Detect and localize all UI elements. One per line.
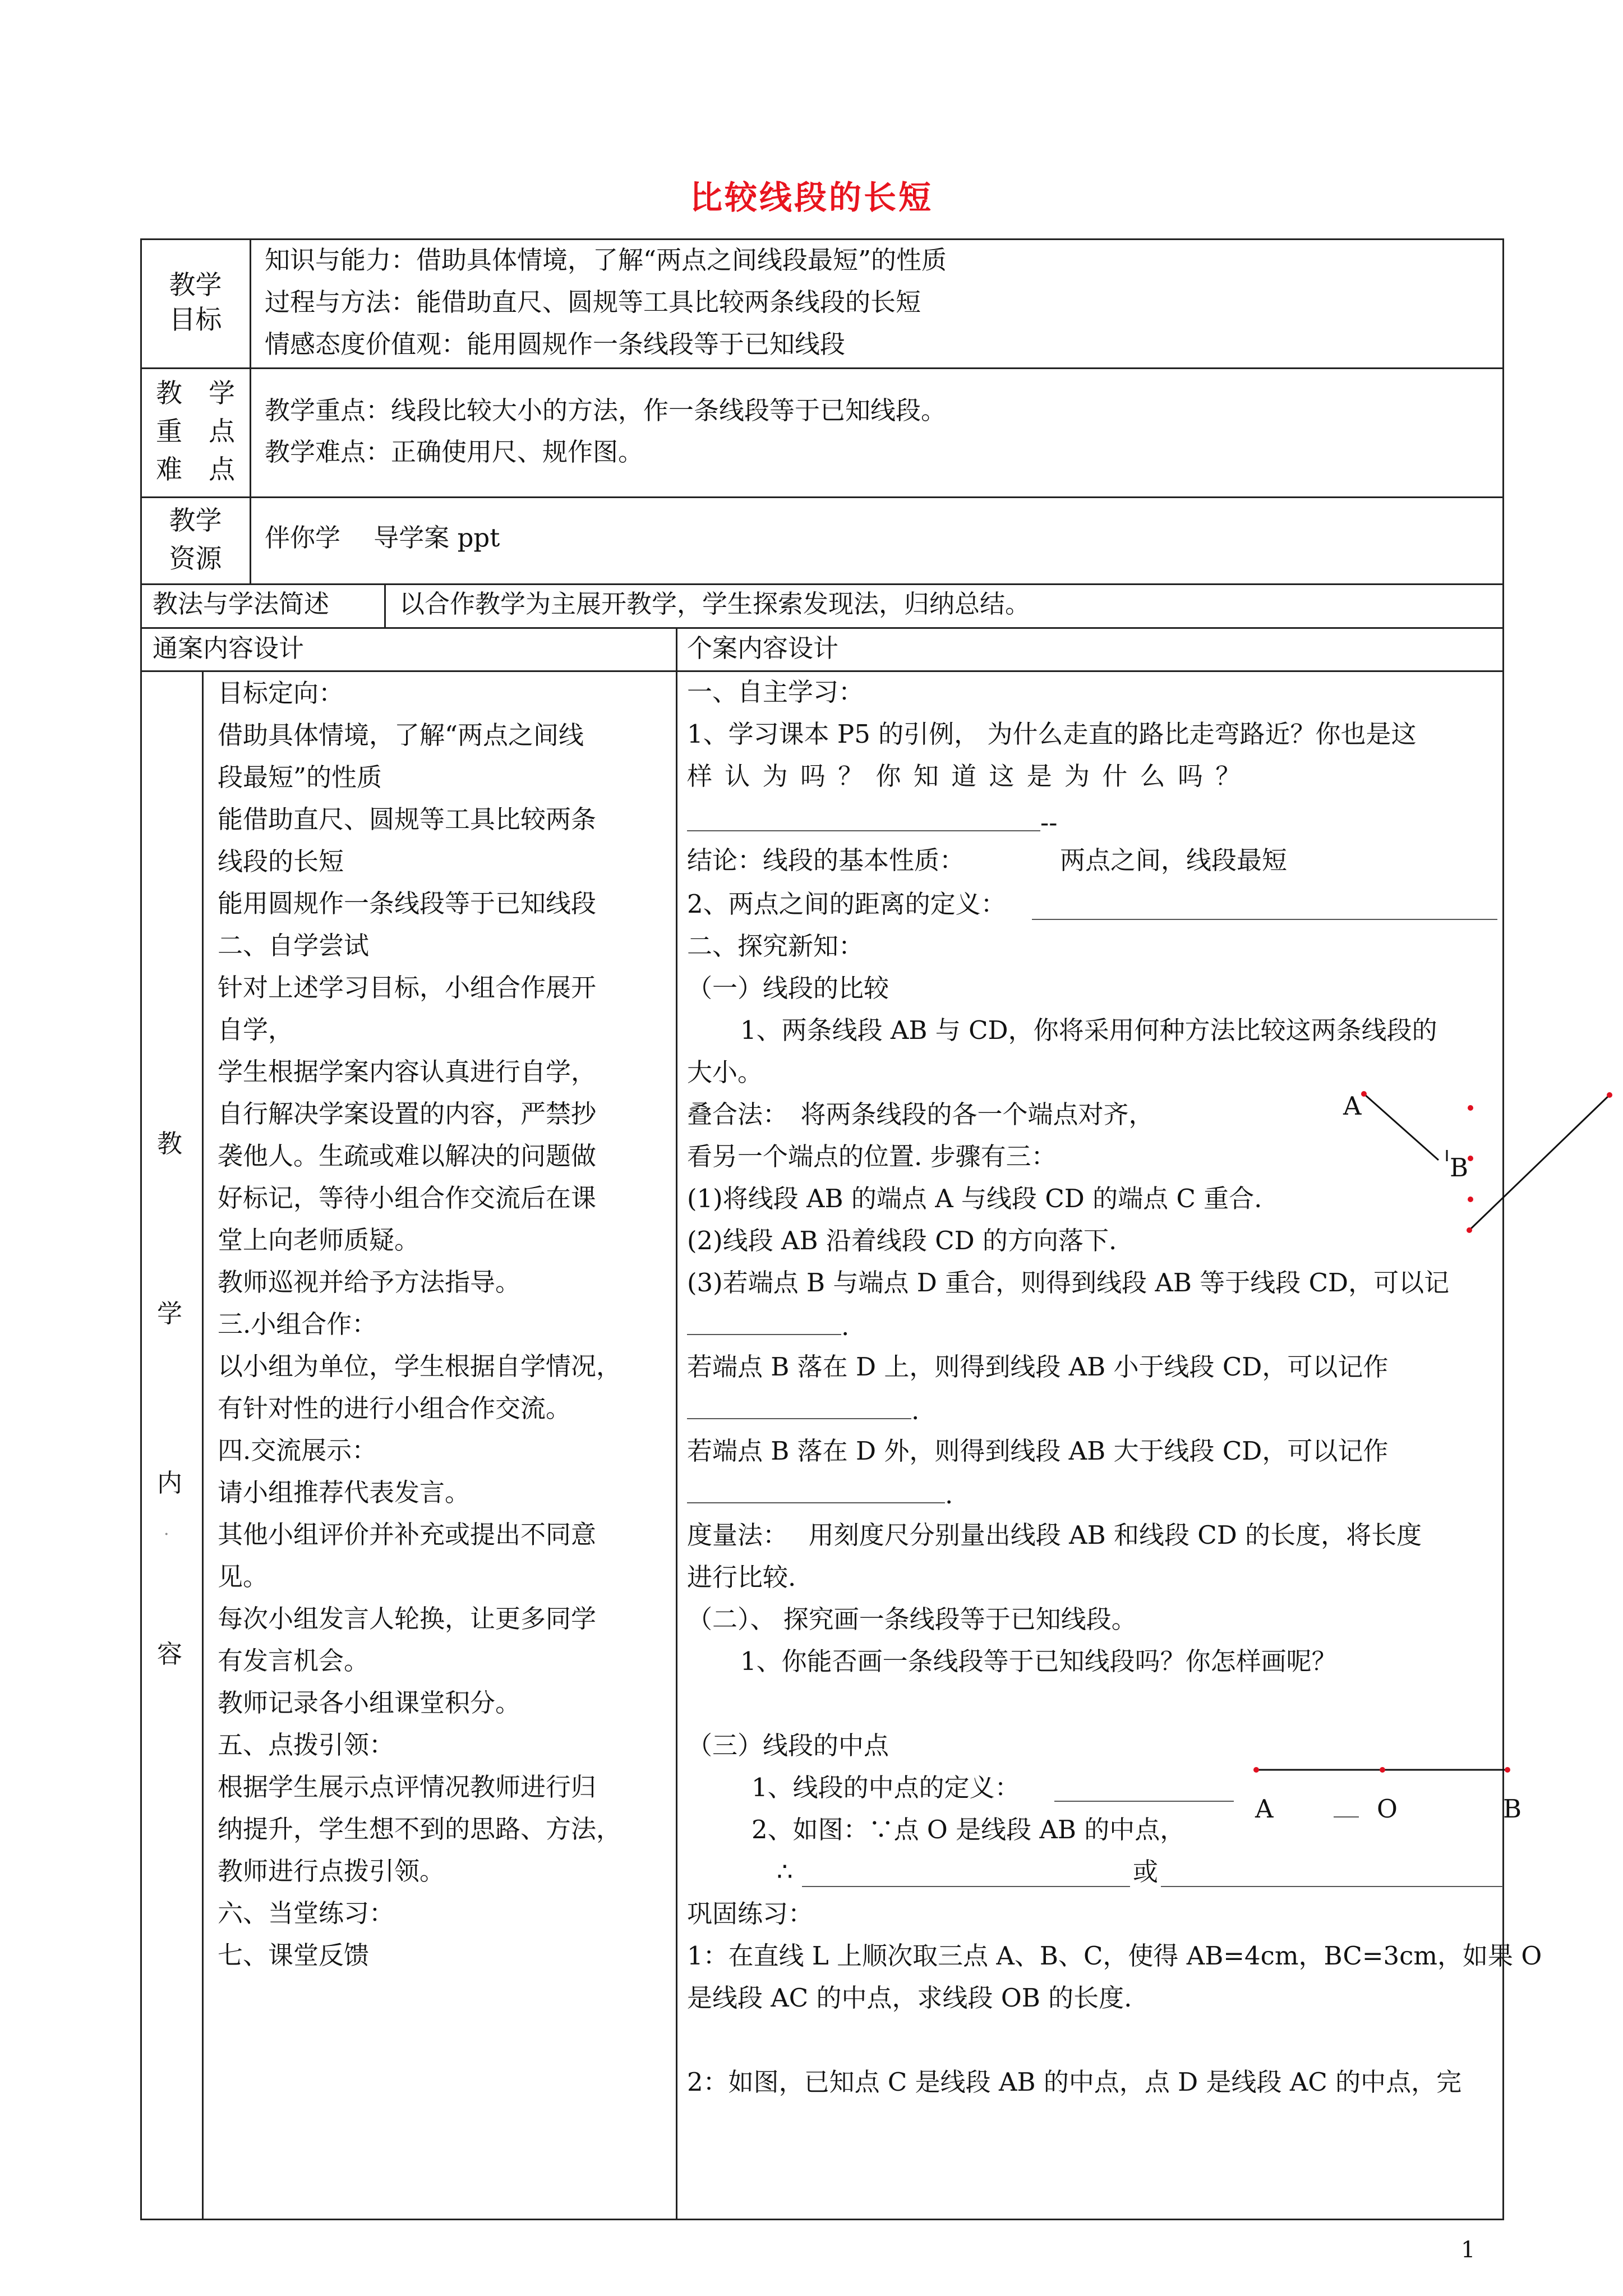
objectives-label: 教学目标 <box>169 270 222 335</box>
point-d <box>1607 1092 1612 1098</box>
methods-text: 以合作教学为主展开教学，学生探索发现法，归纳总结。 <box>399 589 1031 619</box>
text-line: 1、线段的中点的定义： <box>751 1773 1020 1802</box>
left-content-line: 请小组推荐代表发言。 <box>218 1478 471 1507</box>
point-a <box>1361 1091 1367 1097</box>
answer-blank: . <box>687 1396 919 1424</box>
left-content-line: 线段的长短 <box>218 846 344 876</box>
step-line: (3)若端点 B 与端点 D 重合，则得到线段 AB 等于线段 CD，可以记 <box>687 1268 1450 1297</box>
left-content-line: 自学， <box>218 1015 294 1045</box>
point <box>1468 1156 1473 1161</box>
text-line: 度量法： 用刻度尺分别量出线段 AB 和线段 CD 的长度，将长度 <box>687 1520 1422 1550</box>
subsection-heading: （二）、 探究画一条线段等于已知线段。 <box>687 1604 1137 1634</box>
therefore-symbol: ∴ <box>777 1857 793 1887</box>
left-content-line: 教师记录各小组课堂积分。 <box>218 1688 521 1718</box>
figure-label-o: O <box>1377 1794 1398 1824</box>
text-line: 看另一个端点的位置. 步骤有三： <box>687 1142 1057 1171</box>
left-content-line: 根据学生展示点评情况教师进行归 <box>218 1772 597 1802</box>
methods-label: 教法与学法简述 <box>153 589 330 619</box>
left-column-header: 通案内容设计 <box>153 633 305 663</box>
conclusion-label: 结论：线段的基本性质： <box>687 845 965 875</box>
figure-label-a: A <box>1255 1794 1274 1824</box>
left-content-line: 六、当堂练习： <box>218 1898 395 1928</box>
left-content-line: 二、自学尝试 <box>218 931 370 960</box>
answer-blank <box>1032 896 1497 920</box>
conclusion-text: 两点之间，线段最短 <box>1060 845 1288 875</box>
exercise-line: 2：如图，已知点 C 是线段 AB 的中点，点 D 是线段 AC 的中点，完 <box>687 2067 1462 2097</box>
question-line: 1、学习课本 P5 的引例， 为什么走直的路比走弯路近？你也是这 <box>687 719 1417 749</box>
left-content-line: 能借助直尺、圆规等工具比较两条 <box>218 804 597 834</box>
left-content-line: 袭他人。生疏或难以解决的问题做 <box>218 1141 597 1171</box>
text-line: 1、你能否画一条线段等于已知线段吗？你怎样画呢？ <box>740 1646 1337 1676</box>
answer-blank: . <box>687 1312 849 1340</box>
left-content-line: 见。 <box>218 1562 269 1591</box>
left-content-line: 每次小组发言人轮换，让更多同学 <box>218 1604 597 1634</box>
content-label-char: 学 <box>157 1299 183 1328</box>
point-c <box>1467 1227 1472 1233</box>
text-line: 大小。 <box>687 1057 763 1087</box>
left-content-line: 有针对性的进行小组合作交流。 <box>218 1393 571 1423</box>
page-title: 比较线段的长短 <box>689 178 933 217</box>
text-line: 进行比较. <box>687 1562 796 1592</box>
figure-label-b: B <box>1503 1794 1522 1824</box>
figure-label-a: A <box>1343 1091 1362 1121</box>
left-content-line: 学生根据学案内容认真进行自学， <box>218 1057 597 1087</box>
point <box>1468 1197 1473 1202</box>
left-content-line: 目标定向： <box>218 678 344 708</box>
subsection-heading: （三）线段的中点 <box>687 1731 889 1760</box>
segment-ab <box>1364 1094 1438 1160</box>
left-content-line: 好标记，等待小组合作交流后在课 <box>218 1183 597 1213</box>
resources-text: 伴你学 导学案 ppt <box>265 523 500 553</box>
point-b <box>1505 1767 1510 1773</box>
subsection-heading: 巩固练习： <box>687 1899 814 1929</box>
left-content-line: 纳提升，学生想不到的思路、方法， <box>218 1814 622 1844</box>
text-line: 叠合法： 将两条线段的各一个端点对齐， <box>687 1099 1154 1129</box>
or-text: 或 <box>1133 1857 1159 1887</box>
key-point-line: 教学重点：线段比较大小的方法，作一条线段等于已知线段。 <box>265 395 947 425</box>
left-content-line: 三.小组合作： <box>218 1309 377 1339</box>
section-heading: 二、探究新知： <box>687 931 864 961</box>
left-content-line: 其他小组评价并补充或提出不同意 <box>218 1520 597 1549</box>
point <box>1468 1105 1473 1111</box>
objective-line: 过程与方法：能借助直尺、圆规等工具比较两条线段的长短 <box>265 287 921 317</box>
key-points-label: 教 学 重 点 难 点 <box>156 378 235 485</box>
left-content-line: 五、点拨引领： <box>218 1730 395 1760</box>
midpoint-figure <box>1251 1761 1520 1778</box>
left-content-line: 教师巡视并给予方法指导。 <box>218 1267 521 1297</box>
exercise-line: 1：在直线 L 上顺次取三点 A、B、C，使得 AB=4cm，BC=3cm，如果 O <box>687 1941 1542 1971</box>
right-column-header: 个案内容设计 <box>687 633 839 663</box>
left-content-line: 针对上述学习目标，小组合作展开 <box>218 973 597 1002</box>
answer-blank <box>1161 1864 1503 1887</box>
resources-label: 教学资源 <box>169 505 222 574</box>
left-content-line: 有发言机会。 <box>218 1646 370 1676</box>
text-line: 2、如图：∵点 O 是线段 AB 的中点， <box>751 1815 1186 1844</box>
point-o <box>1380 1767 1385 1773</box>
text-line: 1、两条线段 AB 与 CD，你将采用何种方法比较这两条线段的 <box>740 1015 1437 1045</box>
left-content-line: 教师进行点拨引领。 <box>218 1856 445 1886</box>
answer-blank <box>1054 1778 1234 1802</box>
objective-line: 情感态度价值观：能用圆规作一条线段等于已知线段 <box>265 329 846 359</box>
left-content-line: 段最短”的性质 <box>218 762 382 792</box>
point-a <box>1253 1767 1259 1773</box>
step-line: 若端点 B 落在 D 上，则得到线段 AB 小于线段 CD，可以记作 <box>687 1352 1389 1382</box>
difficulty-line: 教学难点：正确使用尺、规作图。 <box>265 437 644 467</box>
left-content-line: 以小组为单位，学生根据自学情况， <box>218 1351 622 1381</box>
left-content-line: 能用圆规作一条线段等于已知线段 <box>218 889 597 918</box>
question-line: 样 认 为 吗 ？ 你 知 道 这 是 为 什 么 吗 ？ <box>687 761 1241 791</box>
answer-blank <box>802 1864 1130 1887</box>
figure-label-b: B <box>1450 1153 1469 1182</box>
segment-cd <box>1469 1095 1610 1230</box>
content-label-char: 教 <box>157 1129 183 1158</box>
answer-blank: . <box>687 1480 953 1508</box>
subsection-heading: （一）线段的比较 <box>687 973 889 1003</box>
content-label-char: 内 <box>157 1468 183 1498</box>
exercise-line: 是线段 AC 的中点，求线段 OB 的长度. <box>687 1983 1132 2013</box>
section-heading: 一、自主学习： <box>687 677 864 707</box>
distance-question: 2、两点之间的距离的定义： <box>687 889 1006 919</box>
left-content-line: 自行解决学案设置的内容，严禁抄 <box>218 1099 597 1129</box>
left-content-line: 七、课堂反馈 <box>218 1940 370 1970</box>
step-line: (2)线段 AB 沿着线段 CD 的方向落下. <box>687 1226 1117 1255</box>
segment-comparison-figure <box>1335 1066 1623 1257</box>
left-content-line: 堂上向老师质疑。 <box>218 1225 420 1255</box>
answer-blank: -- <box>687 808 1057 836</box>
step-line: 若端点 B 落在 D 外，则得到线段 AB 大于线段 CD，可以记作 <box>687 1436 1389 1466</box>
objective-line: 知识与能力：借助具体情境，了解“两点之间线段最短”的性质 <box>265 245 947 275</box>
page-number: 1 <box>1461 2237 1476 2263</box>
left-content-line: 四.交流展示： <box>218 1435 377 1465</box>
left-content-line: 借助具体情境，了解“两点之间线 <box>218 720 584 750</box>
content-label-char: 容 <box>157 1639 183 1669</box>
step-line: (1)将线段 AB 的端点 A 与线段 CD 的端点 C 重合. <box>687 1184 1262 1213</box>
